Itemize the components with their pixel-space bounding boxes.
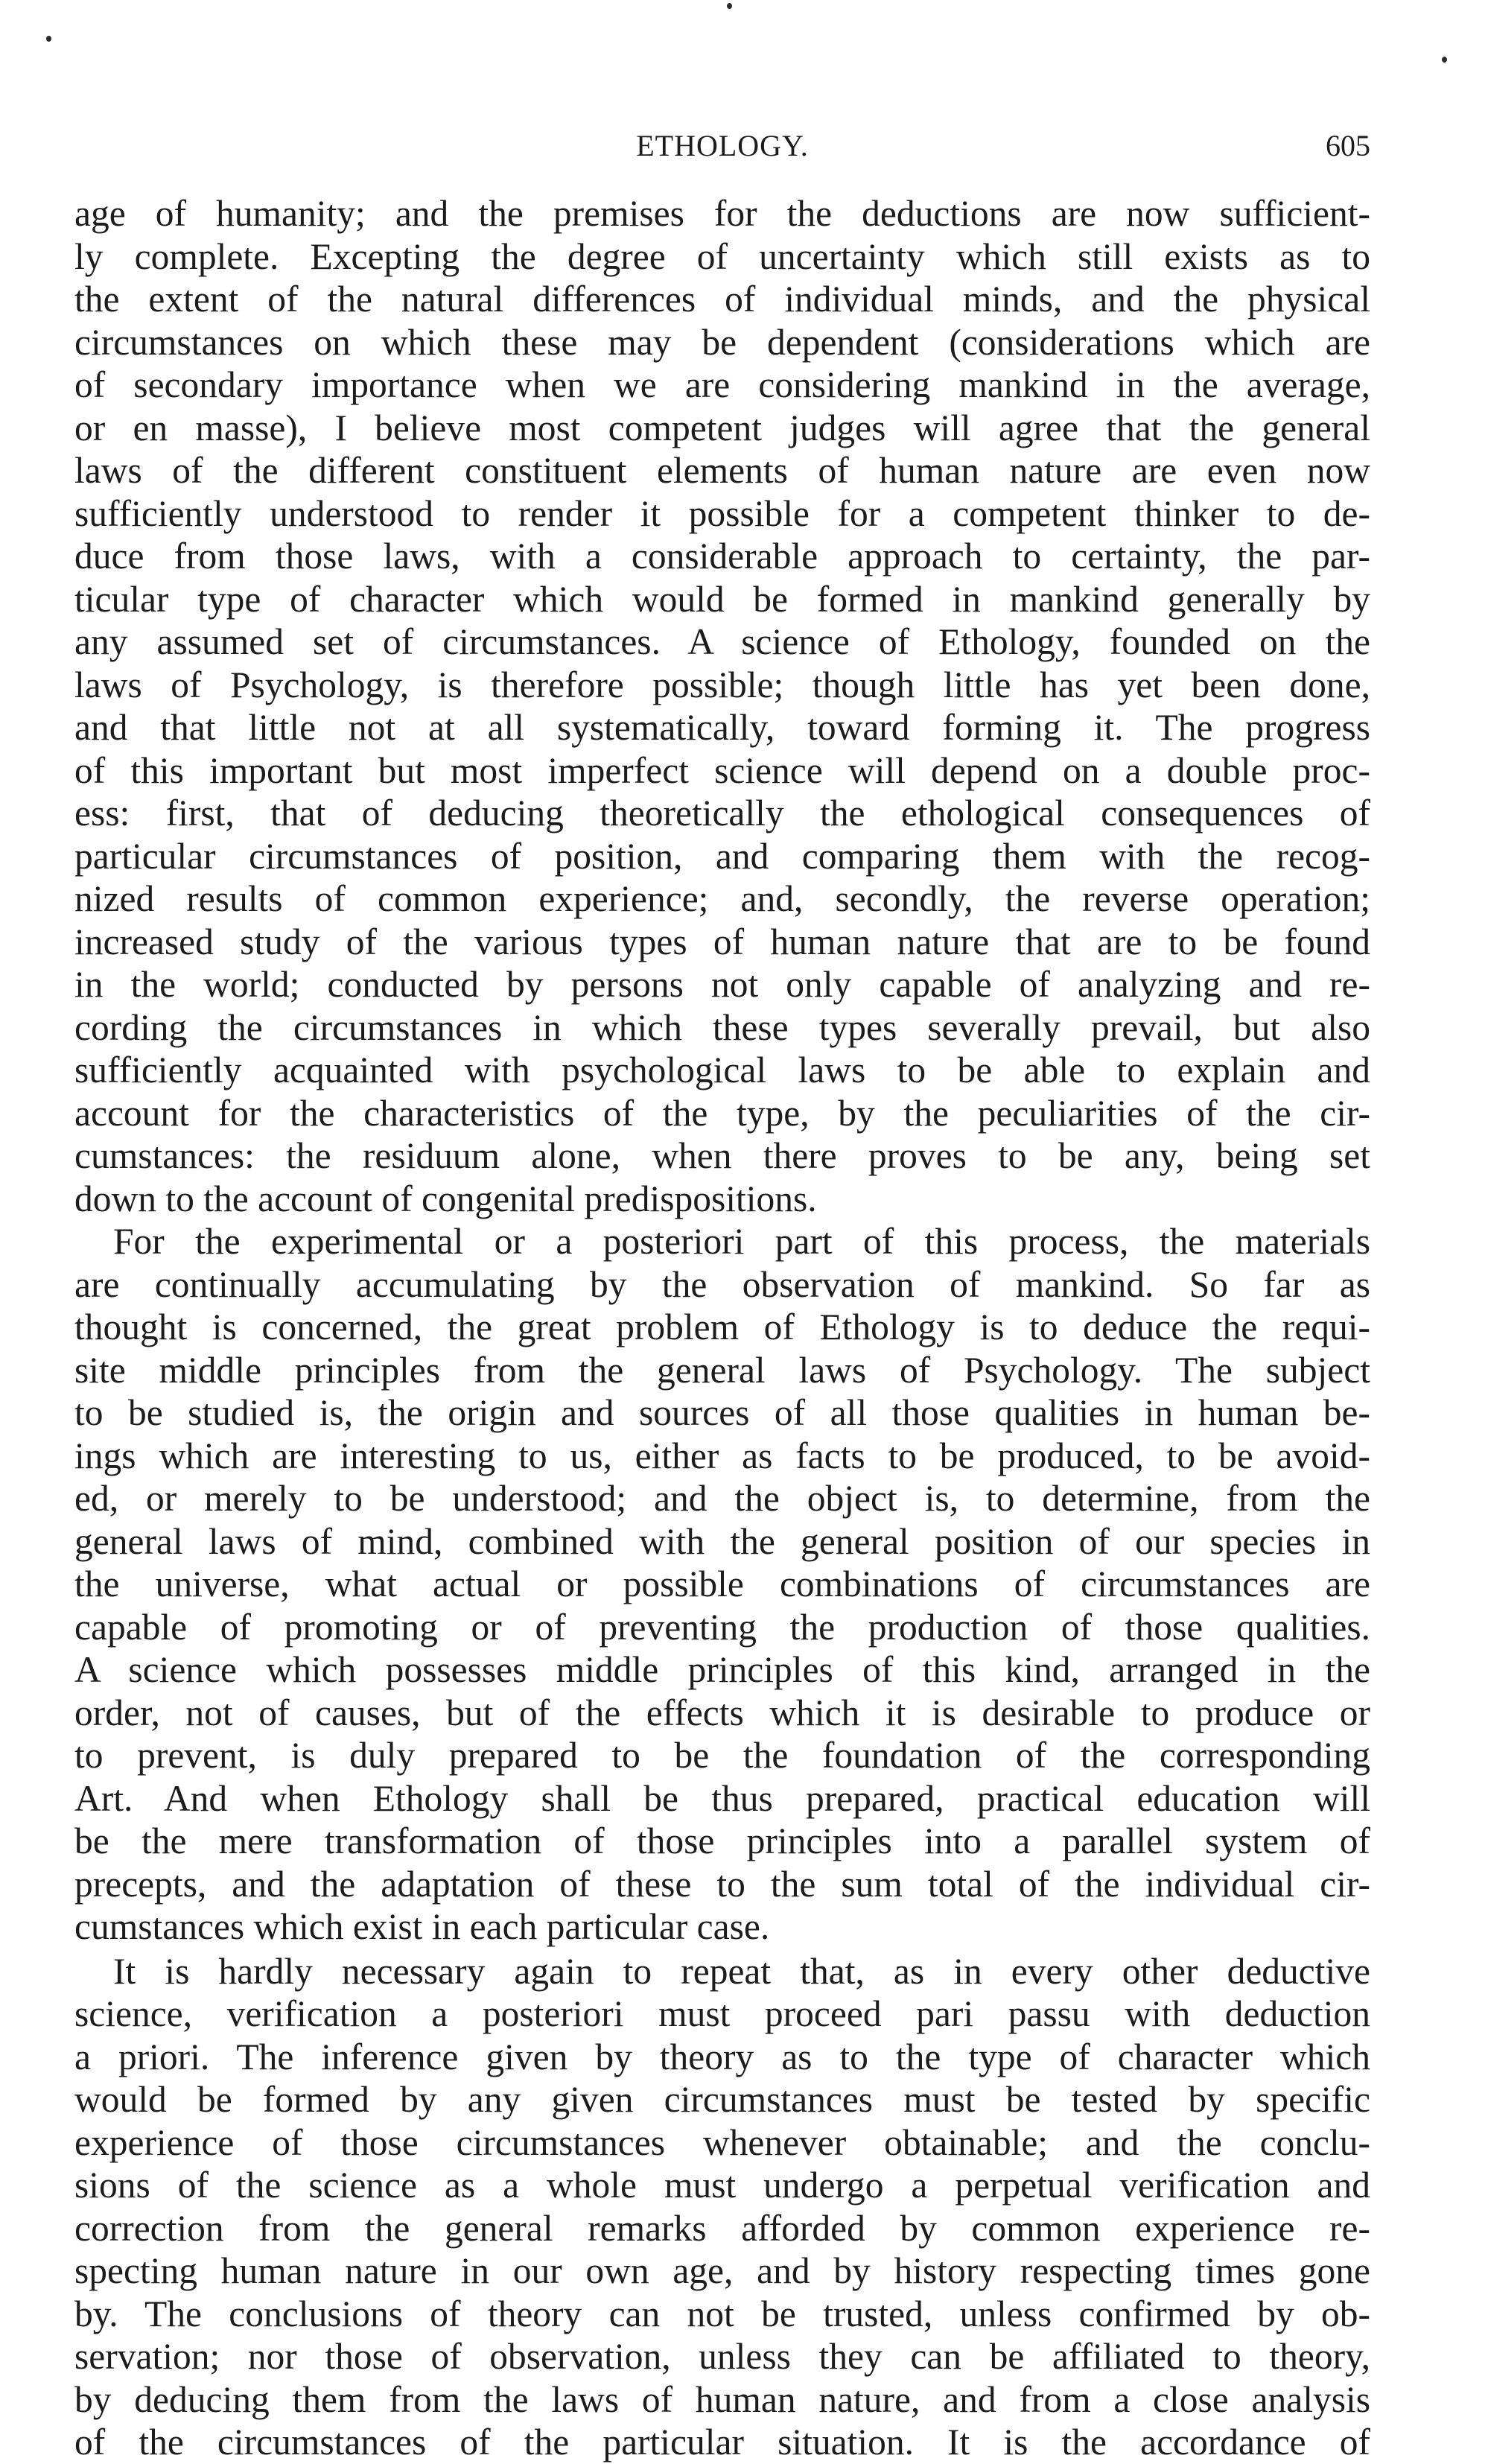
text-line: experience of those circumstances whenever obtainable; and the conclu- xyxy=(74,2121,1370,2163)
text-line: to be studied is, the origin and sources of all those qualities in human be- xyxy=(74,1392,1370,1433)
text-line: down to the account of congenital predispositions. xyxy=(74,1178,817,1219)
text-line: the universe, what actual or possible combinations of circumstances are xyxy=(74,1563,1370,1604)
text-line: and that little not at all systematically, toward forming it. The progress xyxy=(74,707,1370,748)
text-line: circumstances on which these may be dependent (considerations which are xyxy=(74,321,1370,363)
text-line: of secondary importance when we are considering mankind in the average, xyxy=(74,364,1370,405)
text-line: of this important but most imperfect science will depend on a double proc- xyxy=(74,749,1370,791)
text-line: be the mere transformation of those principles into a parallel system of xyxy=(74,1820,1370,1861)
text-line: a priori. The inference given by theory as to the type of character which xyxy=(74,2036,1370,2077)
page-number: 605 xyxy=(1326,129,1370,162)
text-line: ings which are interesting to us, either as facts to be produced, to be avoid- xyxy=(74,1435,1370,1476)
text-line: by deducing them from the laws of human nature, and from a close analysis xyxy=(74,2378,1370,2420)
text-line: cording the circumstances in which these types severally prevail, but also xyxy=(74,1006,1370,1048)
text-line: duce from those laws, with a considerable approach to certainty, the par- xyxy=(74,536,1370,577)
text-line: age of humanity; and the premises for the deductions are now sufficient- xyxy=(74,193,1370,234)
text-line: Art. And when Ethology shall be thus prepared, practical education will xyxy=(74,1777,1370,1819)
paragraph xyxy=(74,1220,1370,1949)
text-line: ess: first, that of deducing theoretically the ethological consequences of xyxy=(74,793,1370,833)
text-line: cumstances which exist in each particular case. xyxy=(74,1906,770,1947)
text-line: particular circumstances of position, and comparing them with the recog- xyxy=(74,835,1370,877)
running-head: ETHOLOGY. xyxy=(636,129,809,162)
text-line: ed, or merely to be understood; and the object is, to determine, from the xyxy=(74,1478,1370,1519)
text-line: ly complete. Excepting the degree of uncertainty which still exists as to xyxy=(74,235,1370,277)
page-header xyxy=(74,125,1370,173)
body-text xyxy=(74,192,1370,2464)
text-line: account for the characteristics of the type, by the peculiarities of the cir- xyxy=(74,1092,1370,1134)
text-line: or en masse), I believe most competent judges will agree that the general xyxy=(74,407,1370,448)
text-line: are continually accumulating by the observation of mankind. So far as xyxy=(74,1263,1370,1305)
text-line: would be formed by any given circumstances must be tested by specific xyxy=(74,2079,1370,2120)
text-line: of the circumstances of the particular situation. It is the accordance of xyxy=(74,2422,1370,2463)
text-line: For the experimental or a posteriori part of this process, the materials xyxy=(113,1221,1370,1262)
text-line: order, not of causes, but of the effects which it is desirable to produce or xyxy=(74,1692,1370,1733)
text-line: It is hardly necessary again to repeat that, as in every other deductive xyxy=(113,1950,1370,1992)
scan-speck xyxy=(727,3,732,9)
text-line: general laws of mind, combined with the general position of our species in xyxy=(74,1520,1370,1562)
text-line: in the world; conducted by persons not only capable of analyzing and re- xyxy=(74,964,1370,1005)
text-line: correction from the general remarks afforded by common experience re- xyxy=(74,2207,1370,2249)
text-line: by. The conclusions of theory can not be trusted, unless confirmed by ob- xyxy=(74,2293,1370,2334)
text-line: thought is concerned, the great problem of Ethology is to deduce the requi- xyxy=(74,1306,1370,1347)
text-line: increased study of the various types of human nature that are to be found xyxy=(74,921,1370,962)
text-line: A science which possesses middle principles of this kind, arranged in the xyxy=(74,1649,1370,1690)
text-line: specting human nature in our own age, and by history respecting times gone xyxy=(74,2250,1370,2291)
text-line: sufficiently acquainted with psychological laws to be able to explain and xyxy=(74,1050,1370,1090)
text-line: cumstances: the residuum alone, when there proves to be any, being set xyxy=(74,1135,1370,1176)
text-line: sufficiently understood to render it possible for a competent thinker to de- xyxy=(74,492,1370,534)
text-line: sions of the science as a whole must undergo a perpetual verification and xyxy=(74,2165,1370,2206)
text-line: science, verification a posteriori must proceed pari passu with deduction xyxy=(74,1993,1370,2034)
text-line: laws of the different constituent elements of human nature are even now xyxy=(74,450,1370,491)
text-line: laws of Psychology, is therefore possible; though little has yet been done, xyxy=(74,664,1370,705)
text-line: the extent of the natural differences of individual minds, and the physical xyxy=(74,279,1370,320)
text-line: ticular type of character which would be formed in mankind generally by xyxy=(74,578,1370,620)
paragraph xyxy=(74,192,1370,1220)
text-line: precepts, and the adaptation of these to the sum total of the individual cir- xyxy=(74,1863,1370,1905)
paragraph xyxy=(74,1950,1370,2464)
text-line: site middle principles from the general laws of Psychology. The subject xyxy=(74,1349,1370,1391)
text-line: any assumed set of circumstances. A science of Ethology, founded on the xyxy=(74,621,1370,662)
scan-speck xyxy=(46,36,51,42)
text-line: capable of promoting or of preventing the production of those qualities. xyxy=(74,1606,1370,1648)
scan-speck xyxy=(1442,57,1447,63)
text-line: to prevent, is duly prepared to be the foundation of the corresponding xyxy=(74,1735,1370,1776)
text-line: nized results of common experience; and, secondly, the reverse operation; xyxy=(74,878,1370,919)
text-line: servation; nor those of observation, unless they can be affiliated to theory, xyxy=(74,2336,1370,2377)
